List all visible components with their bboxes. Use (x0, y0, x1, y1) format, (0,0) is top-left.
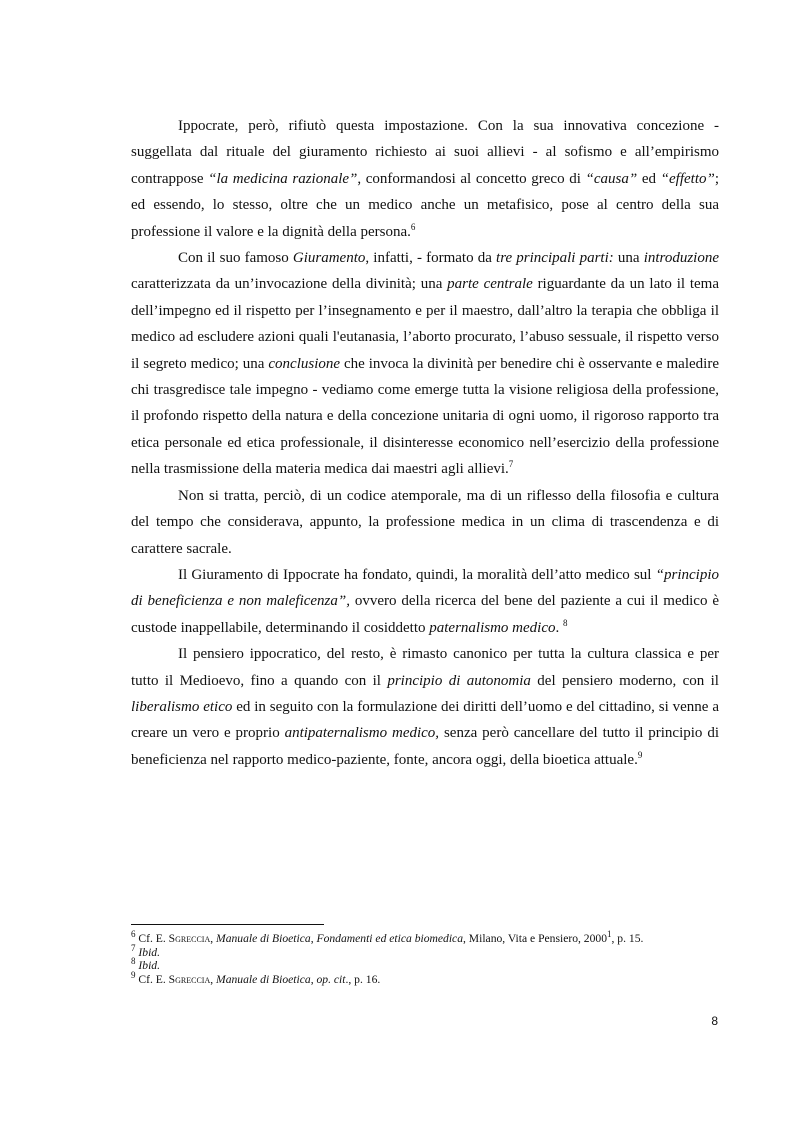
text-run: caratterizzata da un’invocazione della divinità; una (131, 276, 448, 293)
italic-run: paternalismo medico (429, 619, 556, 636)
text-run: ed in seguito con la formulazione dei diritti dell’uomo e del cittadino, si venne a creare un vero e proprio (131, 698, 719, 742)
italic-run: parte centrale (447, 276, 533, 293)
italic-run: principio di autonomia (387, 672, 531, 689)
italic-run: conclusione (268, 355, 341, 372)
paragraph-5 (131, 641, 719, 773)
author-name: Sgreccia (168, 932, 211, 945)
paragraph-1 (131, 113, 719, 245)
footnote-7 (131, 942, 719, 960)
footnote-number: 9 (131, 969, 136, 980)
book-subtitle: Fondamenti ed etica biomedica (316, 932, 463, 945)
footnote-ref-9[interactable]: 9 (637, 749, 643, 760)
text-run: senza però cancellare del tutto il principio di beneficienza nel rapporto medico-paziente, fonte, ancora oggi, della bioetica attuale. (131, 725, 719, 768)
author-name: Sgreccia (168, 972, 211, 986)
page-number: 8 (711, 1014, 718, 1028)
text-run: del pensiero moderno, con il (530, 672, 719, 689)
text-run: Non si tratta, perciò, di un codice atemporale, ma di un riflesso della filosofia e cultura del tempo che considerava, appunto, la professione medica in un clima di trascendenza e di carattere sacrale. (131, 487, 719, 557)
document-body (131, 113, 719, 773)
italic-run: Giuramento (292, 250, 366, 267)
text-run: , p. 15. (611, 932, 644, 945)
footnote-number: 6 (131, 929, 136, 940)
text-run: , conformandosi al concetto greco di (357, 170, 586, 187)
footnote-ref-8[interactable]: 8 (562, 617, 568, 628)
italic-run: Ibid. (138, 959, 160, 973)
text-run: , (210, 972, 217, 986)
italic-run: “principio di beneficienza e non maleficenza”, (131, 566, 719, 610)
italic-run: liberalismo etico (131, 698, 233, 715)
text-run: che invoca la divinità per benedire chi è osservante e maledire chi trasgredisce tale impegno - vediamo come emerge tutta la visione religiosa della professione, il profondo rispetto della natura e della concezione unitaria di ogni uomo, il rigoroso rapporto tra etica personale ed etica professionale, il disinteresse economico nell’esercizio della professione nella trasmissione della materia medica dai maestri agli allievi. (131, 355, 719, 478)
text-run: , (210, 932, 217, 945)
footnote-number: 7 (131, 942, 136, 953)
text-run: ovvero della ricerca del bene del paziente a cui il medico è custode inappellabile, determinando il cosiddetto (131, 593, 719, 636)
italic-run: antipaternalismo medico, (284, 725, 440, 742)
text-run: ed (637, 170, 661, 187)
footnote-ref-6[interactable]: 6 (410, 221, 416, 232)
footnote-8 (131, 956, 719, 973)
footnote-ref-7[interactable]: 7 (508, 459, 514, 470)
text-run: , (310, 932, 317, 945)
footnote-6 (131, 929, 719, 946)
italic-run: Ibid. (138, 945, 160, 959)
italic-run: introduzione (643, 250, 719, 267)
text-run: ., p. 16. (345, 972, 381, 986)
paragraph-4 (131, 562, 719, 641)
text-run: , Milano, Vita e Pensiero, 2000 (463, 932, 607, 945)
italic-run: tre principali parti: (496, 250, 614, 267)
text-run: . (555, 619, 563, 636)
italic-run: “causa” (585, 170, 638, 187)
italic-run: “la medicina razionale” (208, 170, 358, 187)
text-run: Cf. E. (135, 932, 169, 945)
text-run: , (310, 972, 317, 986)
edition-number: 1 (607, 929, 612, 940)
footnote-number: 8 (131, 956, 136, 967)
text-run: Con il suo famoso (178, 250, 293, 267)
text-run: , infatti, - formato da (365, 250, 497, 267)
footnotes (131, 924, 719, 986)
footnote-separator (131, 924, 324, 925)
paragraph-2 (131, 245, 719, 483)
text-run: Ippocrate, però, rifiutò questa impostazione. Con la sua innovativa concezione - suggellata dal rituale del giuramento richiesto ai suoi allievi - al sofismo e all’empirismo contrappose (131, 118, 719, 187)
text-run: riguardante da un lato il tema dell’impegno ed il rispetto per l’insegnamento e per il maestro, dall’altro la terapia che obbliga il medico ad escludere azioni quali l'eutanasia, l’aborto procurato, l’abuso sessuale, il rispetto verso il segreto medico; una (131, 276, 720, 372)
italic-run: “effetto” (660, 170, 715, 187)
text-run: Il Giuramento di Ippocrate ha fondato, quindi, la moralità dell’atto medico sul (178, 566, 656, 583)
text-run: Cf. E. (135, 972, 169, 986)
book-title: Manuale di Bioetica (216, 972, 311, 986)
italic-run: op. cit (316, 972, 346, 986)
footnote-9 (131, 969, 719, 987)
text-run: ; ed essendo, lo stesso, oltre che un medico anche un metafisico, pose al centro della sua professione il valore e la dignità della persona. (131, 170, 719, 240)
paragraph-3 (131, 483, 719, 562)
text-run: una (613, 250, 644, 267)
text-run: Il pensiero ippocratico, del resto, è rimasto canonico per tutta la cultura classica e per tutto il Medioevo, fino a quando con il (131, 646, 719, 689)
book-title: Manuale di Bioetica (216, 932, 311, 945)
